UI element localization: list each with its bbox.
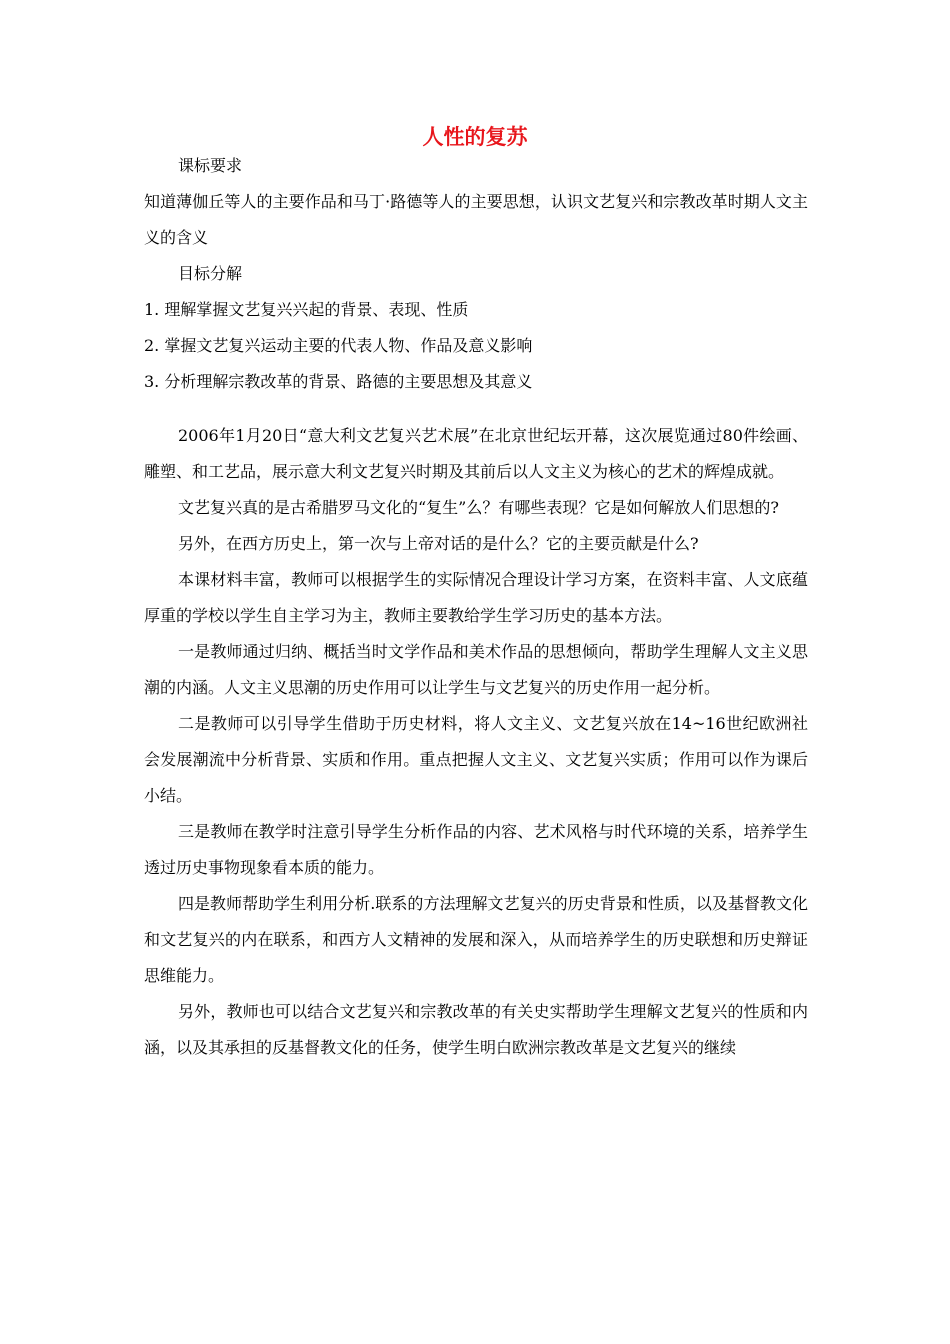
body-paragraph: 四是教师帮助学生利用分析.联系的方法理解文艺复兴的历史背景和性质，以及基督教文化和文艺复兴的内在联系，和西方人文精神的发展和深入，从而培养学生的历史联想和历史辩证思维能力。 <box>144 894 808 985</box>
document-body <box>144 148 808 1066</box>
body-paragraph: 二是教师可以引导学生借助于历史材料，将人文主义、文艺复兴放在14~16世纪欧洲社会发展潮流中分析背景、实质和作用。重点把握人文主义、文艺复兴实质；作用可以作为课后小结。 <box>144 714 808 805</box>
standards-text: 知道薄伽丘等人的主要作品和马丁·路德等人的主要思想，认识文艺复兴和宗教改革时期人文主义的含义 <box>144 192 808 247</box>
body-paragraph: 2006年1月20日“意大利文艺复兴艺术展”在北京世纪坛开幕，这次展览通过80件绘画、雕塑、和工艺品，展示意大利文艺复兴时期及其前后以人文主义为核心的艺术的辉煌成就。 <box>144 426 808 481</box>
body-paragraph: 文艺复兴真的是古希腊罗马文化的“复生”么？有哪些表现？它是如何解放人们思想的? <box>178 498 779 517</box>
standards-heading: 课标要求 <box>178 156 243 175</box>
body-paragraph: 另外，在西方历史上，第一次与上帝对话的是什么？它的主要贡献是什么? <box>178 534 699 553</box>
goal-item: 2. 掌握文艺复兴运动主要的代表人物、作品及意义影响 <box>144 336 533 355</box>
body-paragraph: 一是教师通过归纳、概括当时文学作品和美术作品的思想倾向，帮助学生理解人文主义思潮的内涵。人文主义思潮的历史作用可以让学生与文艺复兴的历史作用一起分析。 <box>144 642 808 697</box>
section-spacer <box>144 400 808 418</box>
body-paragraph: 三是教师在教学时注意引导学生分析作品的内容、艺术风格与时代环境的关系，培养学生透过历史事物现象看本质的能力。 <box>144 822 808 877</box>
goals-heading: 目标分解 <box>178 264 243 283</box>
body-paragraph: 本课材料丰富，教师可以根据学生的实际情况合理设计学习方案，在资料丰富、人文底蕴厚重的学校以学生自主学习为主，教师主要教给学生学习历史的基本方法。 <box>144 570 808 625</box>
goal-item: 3. 分析理解宗教改革的背景、路德的主要思想及其意义 <box>144 372 533 391</box>
body-paragraph: 另外，教师也可以结合文艺复兴和宗教改革的有关史实帮助学生理解文艺复兴的性质和内涵，以及其承担的反基督教文化的任务，使学生明白欧洲宗教改革是文艺复兴的继续 <box>144 1002 808 1057</box>
document-title: 人性的复苏 <box>422 125 528 149</box>
goal-item: 1. 理解掌握文艺复兴兴起的背景、表现、性质 <box>144 300 469 319</box>
